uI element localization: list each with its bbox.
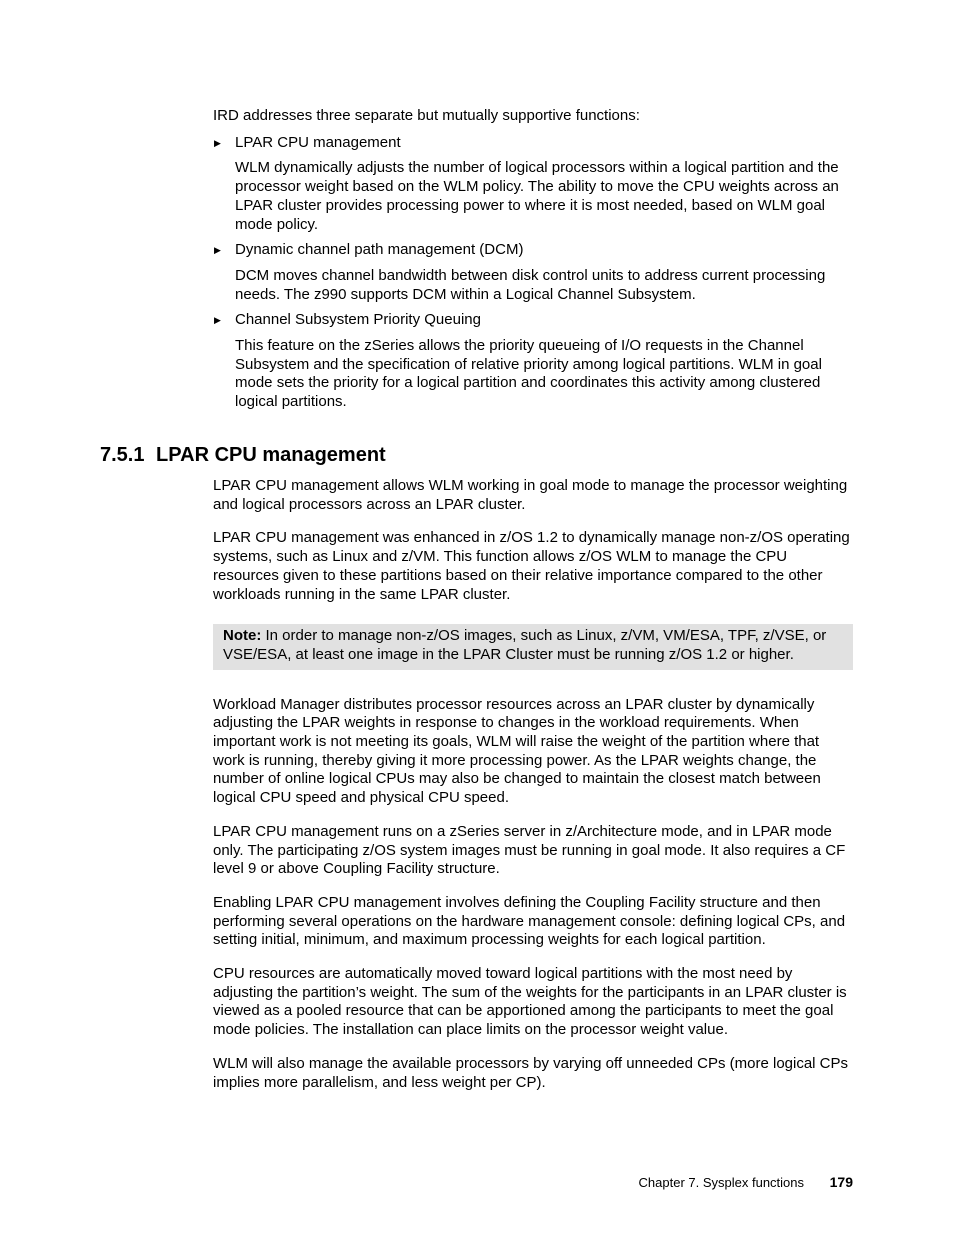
paragraph: WLM will also manage the available processors by varying off unneeded CPs (more logical CPs implies more parallelism, and less weight per CP).	[213, 1054, 849, 1091]
paragraph: LPAR CPU management was enhanced in z/OS 1.2 to dynamically manage non-z/OS operating systems, such as Linux and z/VM. This function allows z/OS WLM to manage the CPU resources given to these partitions based on their relative importance compared to the other workloads running in the same LPAR cluster.	[213, 529, 850, 603]
section-heading	[100, 443, 386, 467]
bullet-triangle-icon: ▶	[214, 245, 221, 256]
list-item-description: This feature on the zSeries allows the priority queueing of I/O requests in the Channel Subsystem and the specification of relative priority among logical partitions. WLM in goal mode sets the priority for a logical partition and coordinates this activity among clustered logical partitions.	[235, 337, 822, 411]
list-item	[213, 134, 853, 235]
paragraph: Workload Manager distributes processor resources across an LPAR cluster by dynamically adjusting the LPAR weights in response to changes in the workload requirements. When important work is not meeting its goals, WLM will raise the weight of the partition where that work is running, thereby giving it more processing power. As the LPAR weights change, the number of online logical CPUs may also be changed to maintain the closest match between logical CPU speed and physical CPU speed.	[213, 695, 821, 807]
list-item	[213, 241, 853, 304]
function-list	[213, 134, 853, 412]
note-label: Note:	[223, 627, 262, 645]
section-body	[213, 477, 853, 1107]
page-number: 179	[829, 1174, 853, 1190]
section-title: LPAR CPU management	[156, 444, 386, 466]
paragraph: Enabling LPAR CPU management involves defining the Coupling Facility structure and then performing several operations on the hardware management console: defining logical CPs, and setting initial, minimum, and maximum processing weights for each logical partition.	[213, 893, 846, 949]
list-item-title: LPAR CPU management	[235, 133, 401, 151]
bullet-triangle-icon: ▶	[214, 137, 221, 148]
list-item-title: Channel Subsystem Priority Queuing	[235, 311, 481, 329]
intro-lead: IRD addresses three separate but mutually supportive functions:	[213, 107, 640, 124]
paragraph: LPAR CPU management allows WLM working in goal mode to manage the processor weighting and logical processors across an LPAR cluster.	[213, 477, 848, 513]
note-text	[223, 627, 843, 664]
list-item-description: DCM moves channel bandwidth between disk control units to address current processing needs. The z990 supports DCM within a Logical Channel Subsystem.	[235, 266, 826, 303]
list-item-description: WLM dynamically adjusts the number of logical processors within a logical partition and the processor weight based on the WLM policy. The ability to move the CPU weights across an LPAR cluster provides processing power to where it is most needed, based on WLM goal mode policy.	[235, 159, 839, 233]
paragraph: LPAR CPU management runs on a zSeries server in z/Architecture mode, and in LPAR mode only. The participating z/OS system images must be running in goal mode. It also requires a CF level 9 or above Coupling Facility structure.	[213, 822, 846, 878]
list-item	[213, 311, 853, 412]
bullet-triangle-icon: ▶	[214, 315, 221, 326]
paragraph: CPU resources are automatically moved toward logical partitions with the most need by adjusting the partition’s weight. The sum of the weights for the participants in an LPAR cluster is viewed as a pooled resource that can be apportioned among the participants to meet the goal mode policies. The installation can place limits on the processor weight value.	[213, 965, 847, 1039]
footer-chapter: Chapter 7. Sysplex functions	[638, 1175, 805, 1190]
list-item-title: Dynamic channel path management (DCM)	[235, 241, 524, 259]
section-number: 7.5.1	[100, 444, 145, 466]
intro-block	[213, 107, 853, 419]
page-footer	[639, 1172, 853, 1193]
note-box	[213, 624, 853, 669]
note-body: In order to manage non-z/OS images, such as Linux, z/VM, VM/ESA, TPF, z/VSE, or VSE/ESA, at least one image in the LPAR Cluster must be running z/OS 1.2 or higher.	[223, 627, 827, 663]
